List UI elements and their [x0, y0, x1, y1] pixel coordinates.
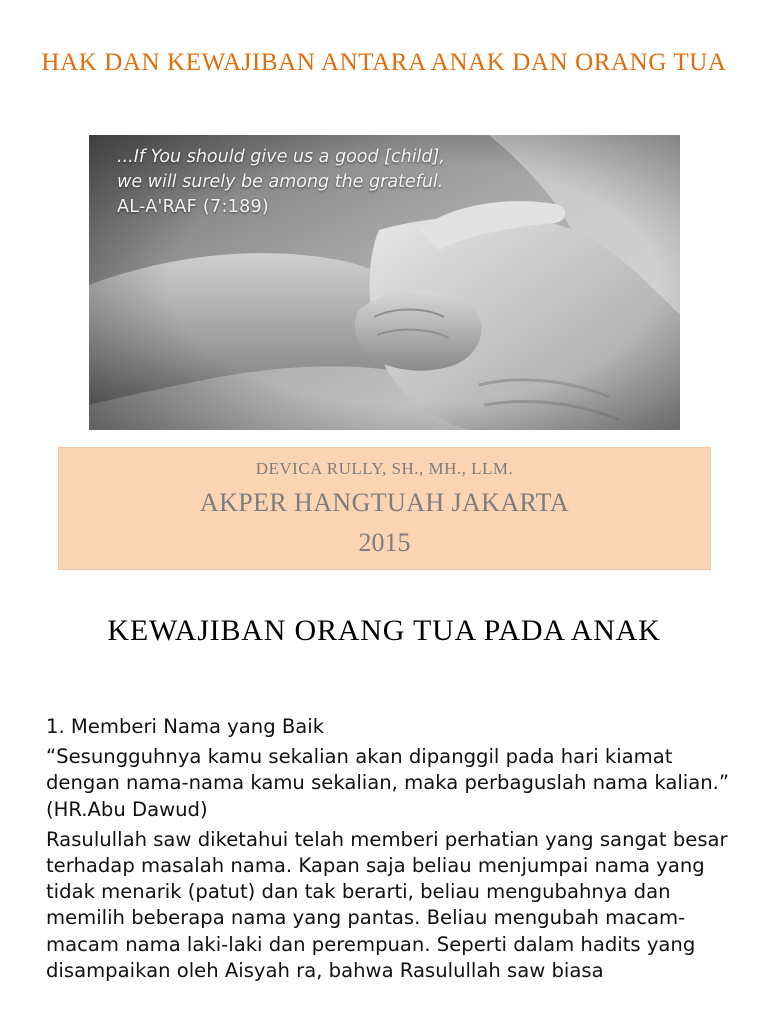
- body-paragraph: Rasulullah saw diketahui telah memberi perhatian yang sangat besar terhadap masalah nama. Kapan saja beliau menjumpai nama yang tidak menarik (patut) dan tak berarti, beliau mengubahnya dan memilih beberapa nama yang pantas. Beliau mengubah macam-macam nama laki-laki dan perempuan. Seperti dalam hadits yang disampaikan oleh Aisyah ra, bahwa Rasulullah saw biasa: [46, 827, 728, 982]
- document-title: HAK DAN KEWAJIBAN ANTARA ANAK DAN ORANG TUA: [41, 49, 727, 76]
- photo-quote: [117, 145, 445, 220]
- institution-name: AKPER HANGTUAH JAKARTA: [199, 488, 570, 517]
- author-box: [58, 447, 711, 570]
- hadith-quote: “Sesungguhnya kamu sekalian akan dipanggil pada hari kiamat dengan nama-nama kamu sekalian, maka perbaguslah nama kalian.” (HR.Abu Dawud): [46, 745, 730, 821]
- hands-photo: [89, 135, 680, 430]
- item-heading: 1. Memberi Nama yang Baik: [46, 715, 325, 738]
- quote-line-2: we will surely be among the grateful.: [117, 172, 444, 192]
- publication-year: 2015: [358, 528, 411, 557]
- quote-line-1: ...If You should give us a good [child],: [117, 147, 445, 167]
- body-content: [46, 714, 736, 988]
- quote-reference: AL-A'RAF (7:189): [117, 197, 270, 217]
- author-name: DEVICA RULLY, SH., MH., LLM.: [255, 459, 514, 478]
- section-heading: KEWAJIBAN ORANG TUA PADA ANAK: [107, 614, 661, 647]
